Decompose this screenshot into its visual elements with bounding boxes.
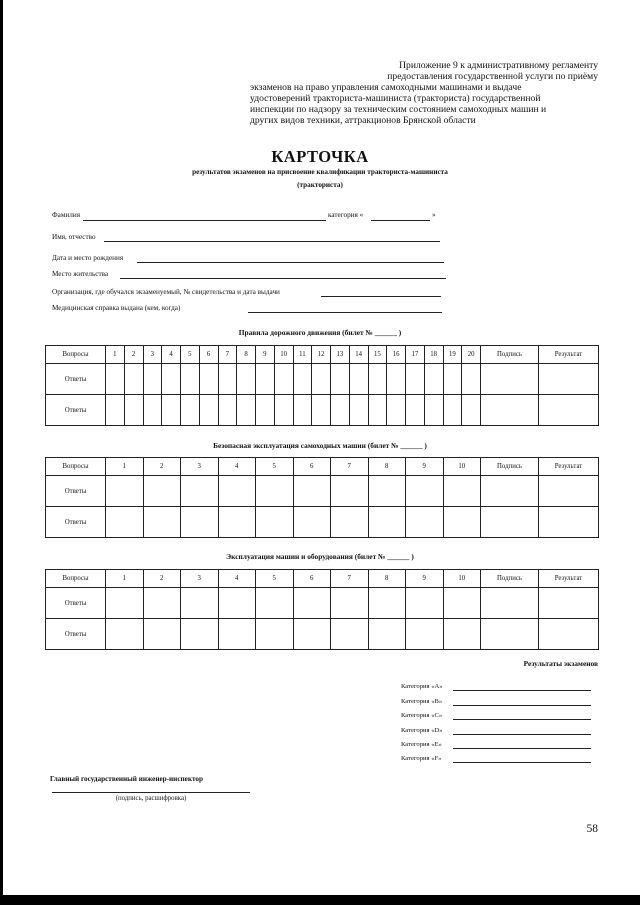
questions-header: Вопросы: [46, 346, 106, 364]
page-number: 58: [586, 823, 598, 835]
answer-cell[interactable]: [349, 364, 368, 395]
question-number: 12: [312, 346, 331, 364]
appendix-line-4: удостоверений тракториста-машиниста (тракториста) государственной: [250, 93, 541, 104]
result-header: Результат: [539, 570, 599, 588]
question-number: 11: [293, 346, 312, 364]
questions-header: Вопросы: [46, 570, 106, 588]
answer-cell[interactable]: [181, 619, 219, 650]
answer-cell[interactable]: [256, 619, 294, 650]
medical-line[interactable]: [248, 312, 442, 313]
answer-cell[interactable]: [106, 619, 144, 650]
scan-edge-bottom: [0, 895, 640, 905]
question-number: 2: [143, 458, 181, 476]
answer-cell[interactable]: [218, 395, 237, 426]
question-number: 2: [143, 570, 181, 588]
signature-cell[interactable]: [481, 588, 539, 619]
answer-cell[interactable]: [368, 476, 406, 507]
answer-cell[interactable]: [293, 588, 331, 619]
appendix-line-3: экзаменов на право управления самоходными машинами и выдаче: [250, 82, 522, 93]
category-label: категория «: [328, 211, 364, 219]
question-number: 3: [181, 458, 219, 476]
answer-cell[interactable]: [199, 395, 218, 426]
organization-label: Организация, где обучался экзаменуемый, № свидетельства и дата выдачи: [52, 288, 280, 296]
exam-results-title: Результаты экзаменов: [523, 659, 598, 668]
question-number: 8: [368, 458, 406, 476]
machine-operation-table: [45, 569, 599, 650]
answer-cell[interactable]: [106, 507, 144, 538]
answer-cell[interactable]: [293, 364, 312, 395]
answer-cell[interactable]: [462, 395, 481, 426]
answer-cell[interactable]: [274, 364, 293, 395]
question-number: 16: [387, 346, 406, 364]
answer-cell[interactable]: [256, 588, 294, 619]
question-number: 19: [443, 346, 462, 364]
answers-label: Ответы: [46, 395, 106, 426]
answer-cell[interactable]: [406, 476, 444, 507]
question-number: 18: [424, 346, 443, 364]
safe-operation-table: [45, 457, 599, 538]
answer-cell[interactable]: [349, 395, 368, 426]
answer-cell[interactable]: [143, 507, 181, 538]
answer-cell[interactable]: [181, 588, 219, 619]
birth-label: Дата и место рождения: [52, 254, 124, 262]
answer-cell[interactable]: [424, 395, 443, 426]
question-number: 5: [256, 458, 294, 476]
question-number: 8: [237, 346, 256, 364]
subtitle-line-1: результатов экзаменов на присвоение квалификации тракториста-машиниста: [192, 168, 448, 176]
answer-cell[interactable]: [218, 507, 256, 538]
answer-cell[interactable]: [143, 476, 181, 507]
question-number: 1: [106, 346, 125, 364]
answer-cell[interactable]: [331, 476, 369, 507]
signature-cell[interactable]: [481, 619, 539, 650]
surname-line[interactable]: [83, 220, 326, 221]
answer-cell[interactable]: [368, 364, 387, 395]
questions-header: Вопросы: [46, 458, 106, 476]
result-cell[interactable]: [539, 619, 599, 650]
answer-cell[interactable]: [143, 588, 181, 619]
answers-label: Ответы: [46, 364, 106, 395]
answer-cell[interactable]: [406, 364, 425, 395]
question-number: 9: [406, 570, 444, 588]
section-machine-operation-title: Эксплуатация машин и оборудования (билет № ______ ): [226, 552, 414, 561]
inspector-signature-line[interactable]: [52, 792, 250, 793]
question-number: 10: [274, 346, 293, 364]
answer-cell[interactable]: [406, 619, 444, 650]
signature-cell[interactable]: [481, 476, 539, 507]
answer-cell[interactable]: [181, 476, 219, 507]
traffic-rules-table: [45, 345, 599, 426]
answer-cell[interactable]: [368, 507, 406, 538]
answers-label: Ответы: [46, 507, 106, 538]
appendix-line-2: предоставления государственной услуги по приёму: [387, 71, 598, 82]
answer-cell[interactable]: [124, 395, 143, 426]
category-end: »: [432, 211, 436, 219]
category-c-line[interactable]: [453, 719, 591, 720]
answer-cell[interactable]: [462, 364, 481, 395]
appendix-line-6: других видов техники, аттракционов Брянской области: [250, 115, 476, 126]
answer-cell[interactable]: [293, 507, 331, 538]
answer-cell[interactable]: [106, 395, 125, 426]
question-number: 6: [293, 458, 331, 476]
question-number: 10: [443, 458, 481, 476]
answer-cell[interactable]: [237, 395, 256, 426]
signature-cell[interactable]: [481, 507, 539, 538]
document-title: КАРТОЧКА: [271, 147, 369, 166]
category-b-line[interactable]: [453, 705, 591, 706]
document-subtitle: [0, 166, 640, 192]
answer-cell[interactable]: [256, 364, 275, 395]
signature-header: Подпись: [481, 458, 539, 476]
answer-cell[interactable]: [143, 364, 162, 395]
answer-cell[interactable]: [331, 507, 369, 538]
answer-cell[interactable]: [181, 395, 200, 426]
answer-cell[interactable]: [387, 364, 406, 395]
question-number: 17: [406, 346, 425, 364]
answer-cell[interactable]: [218, 588, 256, 619]
question-number: 7: [331, 458, 369, 476]
question-number: 7: [218, 346, 237, 364]
answer-cell[interactable]: [443, 588, 481, 619]
question-number: 7: [331, 570, 369, 588]
result-cell[interactable]: [539, 588, 599, 619]
result-cell[interactable]: [539, 476, 599, 507]
medical-label: Медицинская справка выдана (кем, когда): [52, 304, 181, 312]
answer-cell[interactable]: [143, 395, 162, 426]
answer-cell[interactable]: [406, 395, 425, 426]
category-line[interactable]: [371, 220, 430, 221]
answer-cell[interactable]: [368, 395, 387, 426]
answers-label: Ответы: [46, 588, 106, 619]
answer-cell[interactable]: [256, 476, 294, 507]
question-number: 14: [349, 346, 368, 364]
question-number: 6: [199, 346, 218, 364]
answer-cell[interactable]: [331, 364, 350, 395]
category-a-line[interactable]: [453, 690, 591, 691]
answer-cell[interactable]: [443, 476, 481, 507]
question-number: 2: [124, 346, 143, 364]
appendix-line-1: Приложение 9 к административному регламенту: [399, 60, 598, 71]
question-number: 10: [443, 570, 481, 588]
organization-line[interactable]: [321, 296, 441, 297]
result-header: Результат: [539, 458, 599, 476]
birth-line[interactable]: [137, 262, 444, 263]
question-number: 4: [218, 570, 256, 588]
category-d-label: Категория «D»: [401, 727, 443, 734]
question-number: 9: [256, 346, 275, 364]
question-number: 4: [218, 458, 256, 476]
category-a-label: Категория «A»: [401, 683, 443, 690]
category-e-line[interactable]: [453, 748, 591, 749]
answer-cell[interactable]: [181, 507, 219, 538]
answer-cell[interactable]: [443, 364, 462, 395]
question-number: 3: [181, 570, 219, 588]
scan-edge-left: [0, 0, 3, 905]
result-cell[interactable]: [539, 395, 599, 426]
answer-cell[interactable]: [256, 507, 294, 538]
answer-cell[interactable]: [162, 395, 181, 426]
inspector-title: Главный государственный инженер-инспектор: [50, 775, 204, 783]
signature-header: Подпись: [481, 570, 539, 588]
question-number: 20: [462, 346, 481, 364]
answer-cell[interactable]: [331, 395, 350, 426]
question-number: 5: [256, 570, 294, 588]
answer-cell[interactable]: [256, 395, 275, 426]
appendix-line-5: инспекции по надзору за техническим состоянием самоходных машин и: [250, 104, 547, 115]
answer-cell[interactable]: [124, 364, 143, 395]
answer-cell[interactable]: [443, 619, 481, 650]
question-number: 13: [331, 346, 350, 364]
category-c-label: Категория «C»: [401, 712, 443, 719]
question-number: 1: [106, 458, 144, 476]
answer-cell[interactable]: [218, 619, 256, 650]
answer-cell[interactable]: [199, 364, 218, 395]
answer-cell[interactable]: [106, 364, 125, 395]
answer-cell[interactable]: [424, 364, 443, 395]
category-f-line[interactable]: [453, 762, 591, 763]
answer-cell[interactable]: [218, 364, 237, 395]
question-number: 9: [406, 458, 444, 476]
question-number: 15: [368, 346, 387, 364]
surname-label: Фамилия: [52, 211, 81, 219]
answer-cell[interactable]: [293, 395, 312, 426]
answer-cell[interactable]: [387, 395, 406, 426]
answer-cell[interactable]: [331, 588, 369, 619]
answer-cell[interactable]: [237, 364, 256, 395]
answer-cell[interactable]: [293, 476, 331, 507]
result-cell[interactable]: [539, 364, 599, 395]
result-header: Результат: [539, 346, 599, 364]
name-label: Имя, отчество: [52, 233, 96, 241]
subtitle-line-2: (тракториста): [297, 181, 343, 189]
question-number: 1: [106, 570, 144, 588]
answers-label: Ответы: [46, 619, 106, 650]
section-traffic-rules-title: Правила дорожного движения (билет № ______ ): [238, 328, 402, 337]
answer-cell[interactable]: [443, 395, 462, 426]
residence-label: Место жительства: [52, 270, 109, 278]
answer-cell[interactable]: [406, 588, 444, 619]
section-safe-operation-title: Безопасная эксплуатация самоходных машин (билет № ______ ): [213, 441, 427, 450]
answer-cell[interactable]: [218, 476, 256, 507]
answer-cell[interactable]: [106, 476, 144, 507]
category-d-line[interactable]: [453, 734, 591, 735]
signature-caption: (подпись, расшифровка): [115, 795, 187, 802]
signature-header: Подпись: [481, 346, 539, 364]
answer-cell[interactable]: [443, 507, 481, 538]
question-number: 4: [162, 346, 181, 364]
answer-cell[interactable]: [106, 588, 144, 619]
residence-line[interactable]: [120, 278, 446, 279]
question-number: 5: [181, 346, 200, 364]
answer-cell[interactable]: [181, 364, 200, 395]
category-f-label: Категория «F»: [401, 755, 442, 762]
question-number: 6: [293, 570, 331, 588]
appendix-header: [250, 60, 598, 126]
answer-cell[interactable]: [368, 619, 406, 650]
answer-cell[interactable]: [162, 364, 181, 395]
question-number: 8: [368, 570, 406, 588]
answer-cell[interactable]: [293, 619, 331, 650]
name-line[interactable]: [104, 241, 440, 242]
signature-cell[interactable]: [481, 364, 539, 395]
category-b-label: Категория «B»: [401, 698, 443, 705]
result-cell[interactable]: [539, 507, 599, 538]
answer-cell[interactable]: [368, 588, 406, 619]
answer-cell[interactable]: [331, 619, 369, 650]
answer-cell[interactable]: [312, 364, 331, 395]
answer-cell[interactable]: [143, 619, 181, 650]
category-e-label: Категория «E»: [401, 741, 442, 748]
answer-cell[interactable]: [312, 395, 331, 426]
answer-cell[interactable]: [274, 395, 293, 426]
answer-cell[interactable]: [406, 507, 444, 538]
answers-label: Ответы: [46, 476, 106, 507]
question-number: 3: [143, 346, 162, 364]
signature-cell[interactable]: [481, 395, 539, 426]
